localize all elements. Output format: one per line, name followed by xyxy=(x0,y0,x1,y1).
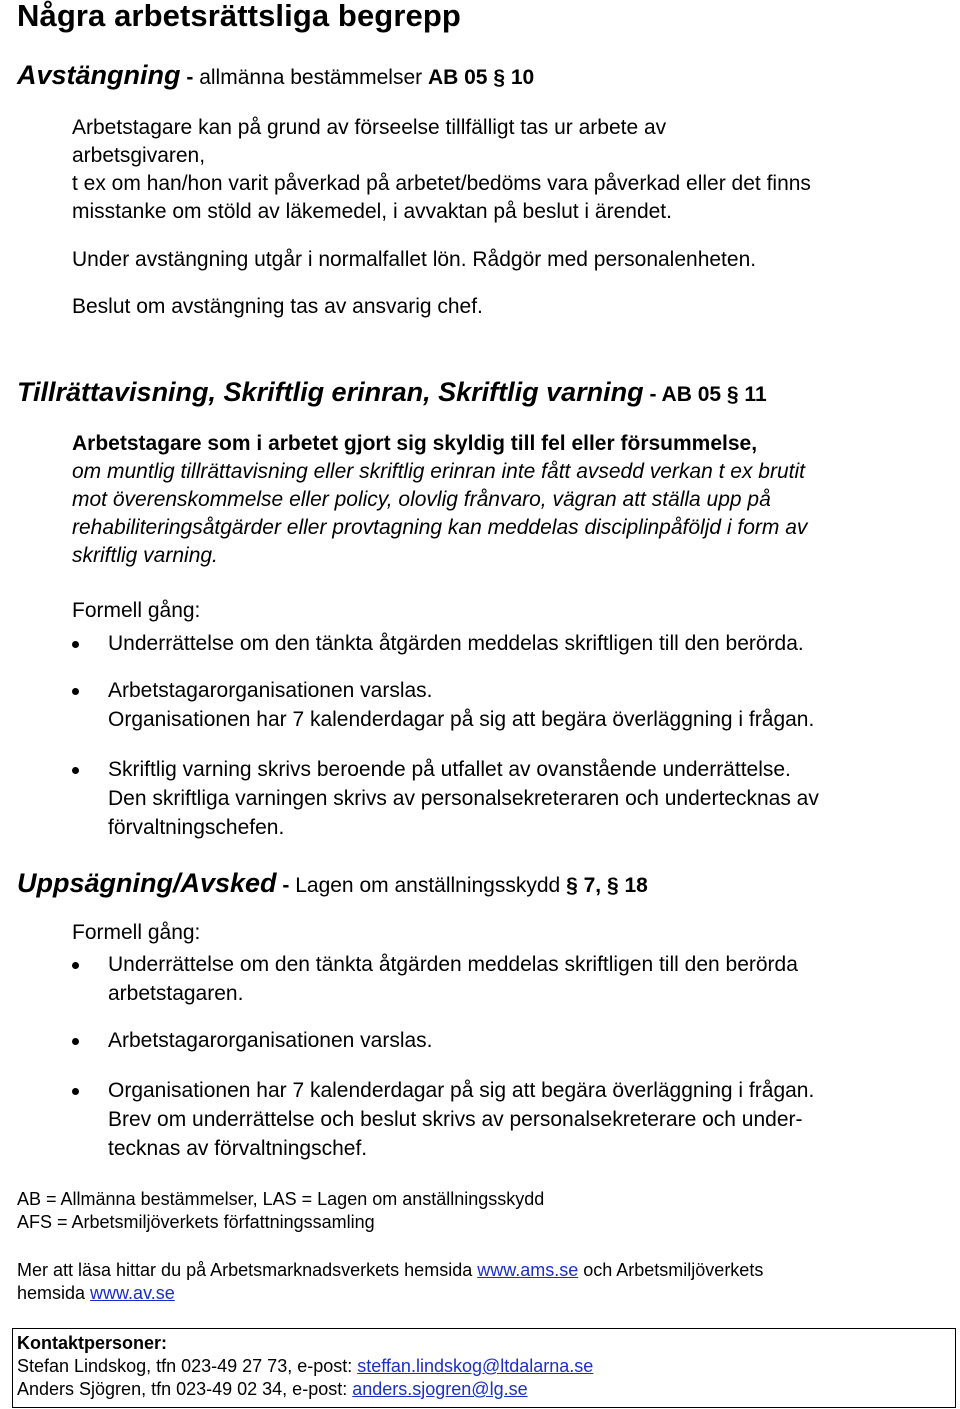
bullet-icon xyxy=(72,1088,79,1095)
more-reading: Mer att läsa hittar du på Arbetsmarknadsverkets hemsida www.ams.se och Arbetsmiljöverkets hemsida www.av.se xyxy=(17,1260,764,1303)
contact-person-1: Stefan Lindskog, tfn 023-49 27 73, e-post: steffan.lindskog@ltdalarna.se xyxy=(17,1356,594,1376)
contact-person-2: Anders Sjögren, tfn 023-49 02 34, e-post: anders.sjogren@lg.se xyxy=(17,1379,528,1399)
bullet-icon xyxy=(72,1038,79,1045)
formell-gang-label: Formell gång: xyxy=(72,599,201,622)
document-page: Några arbetsrättsliga begrepp Avstängning - allmänna bestämmelser AB 05 § 10 Arbetstagare kan på grund av förseelse tillfälligt tas ur arbete av arbetsgivaren, t ex om han/hon varit påverkad på arbetet/bedöms vara påverkad eller det finns misstanke om stöld av läkemedel, i avvaktan på beslut i ärendet. Under avstängning utgår i normalfallet lön. Rådgör med personalenheten. Beslut om avstängning tas av ansvarig chef. Tillrättavisning, Skriftlig erinran, Skriftlig varning - AB 05 § 11 Arbetstagare som i arbetet gjort sig skyldig till fel eller försummelse, om muntlig tillrättavisning eller skriftlig erinran inte fått avsedd verkan t ex brutit mot överenskommelse eller policy, olovlig frånvaro, vägran att ställa upp på rehabiliteringsåtgärder eller provtagning kan meddelas disciplinpåföljd i form av skriftlig varning. Formell gång: Underrättelse om den tänkta åtgärden meddelas skriftligen till den berörda. Arbetstagarorganisationen varslas. Organisationen har 7 kalenderdagar på sig att begära överläggning i frågan. Skriftlig varning skrivs beroende på utfallet av ovanstående underrättelse. Den skriftliga varningen skrivs av personalsekreteraren och undertecknas av förvaltningschefen. Uppsägning/Avsked - Lagen om anställningsskydd § 7, § 18 Formell gång: Underrättelse om den tänkta åtgärden meddelas skriftligen till den berörda arbetstagaren. Arbetstagarorganisationen varslas. Organisationen har 7 kalenderdagar på sig att begära överläggning i frågan. Brev om underrättelse och beslut skrivs av personalsekreterare och under- tecknas av förvaltningschef. AB = Allmänna bestämmelser, LAS = Lagen om anställningsskydd AFS = Arbetsmiljöverkets författningssamling Mer att läsa hittar du på Arbetsmarknadsverkets hemsida www.ams.se och Arbetsmiljöverkets hemsida www.av.se Kontaktpersoner: Stefan Lindskog, tfn 023-49 27 73, e-post: steffan.lindskog@ltdalarna.se Anders Sjögren, tfn 023-49 02 34, e-post: anders.sjogren@lg.se xyxy=(0,0,960,1409)
section-heading-avstangning: Avstängning - allmänna bestämmelser AB 05 § 10 xyxy=(17,60,535,90)
document-title: Några arbetsrättsliga begrepp xyxy=(17,0,461,33)
ams-link[interactable]: www.ams.se xyxy=(477,1260,579,1280)
contact-title: Kontaktpersoner: xyxy=(17,1333,168,1353)
bullet-icon xyxy=(72,688,79,695)
bullet-icon xyxy=(72,767,79,774)
abbreviations: AB = Allmänna bestämmelser, LAS = Lagen om anställningsskydd AFS = Arbetsmiljöverkets författningssamling xyxy=(17,1189,545,1232)
bullet-icon xyxy=(72,962,79,969)
av-link[interactable]: www.av.se xyxy=(90,1283,175,1303)
bullet-icon xyxy=(72,641,79,648)
avstangning-decision-note: Beslut om avstängning tas av ansvarig chef. xyxy=(72,295,483,318)
email-link[interactable]: steffan.lindskog@ltdalarna.se xyxy=(357,1356,594,1376)
contact-box xyxy=(12,1328,956,1408)
avstangning-salary-note: Under avstängning utgår i normalfallet lön. Rådgör med personalenheten. xyxy=(72,248,757,271)
formell-gang-label: Formell gång: xyxy=(72,921,201,944)
avstangning-description: Arbetstagare kan på grund av förseelse tillfälligt tas ur arbete av arbetsgivaren, t ex om han/hon varit påverkad på arbetet/bedöms vara påverkad eller det finns misstanke om stöld av läkemedel, i avvaktan på beslut i ärendet. xyxy=(72,116,811,223)
section-heading-tillrattavisning: Tillrättavisning, Skriftlig erinran, Skriftlig varning - AB 05 § 11 xyxy=(17,377,767,407)
tillrattavisning-description: Arbetstagare som i arbetet gjort sig skyldig till fel eller försummelse, om muntlig tillrättavisning eller skriftlig erinran inte fått avsedd verkan t ex brutit mot överenskommelse eller policy, olovlig frånvaro, vägran att ställa upp på rehabiliteringsåtgärder eller provtagning kan meddelas disciplinpåföljd i form av skriftlig varning. xyxy=(72,432,808,567)
section-heading-uppsagning: Uppsägning/Avsked - Lagen om anställningsskydd § 7, § 18 xyxy=(17,868,648,898)
email-link[interactable]: anders.sjogren@lg.se xyxy=(352,1379,528,1399)
